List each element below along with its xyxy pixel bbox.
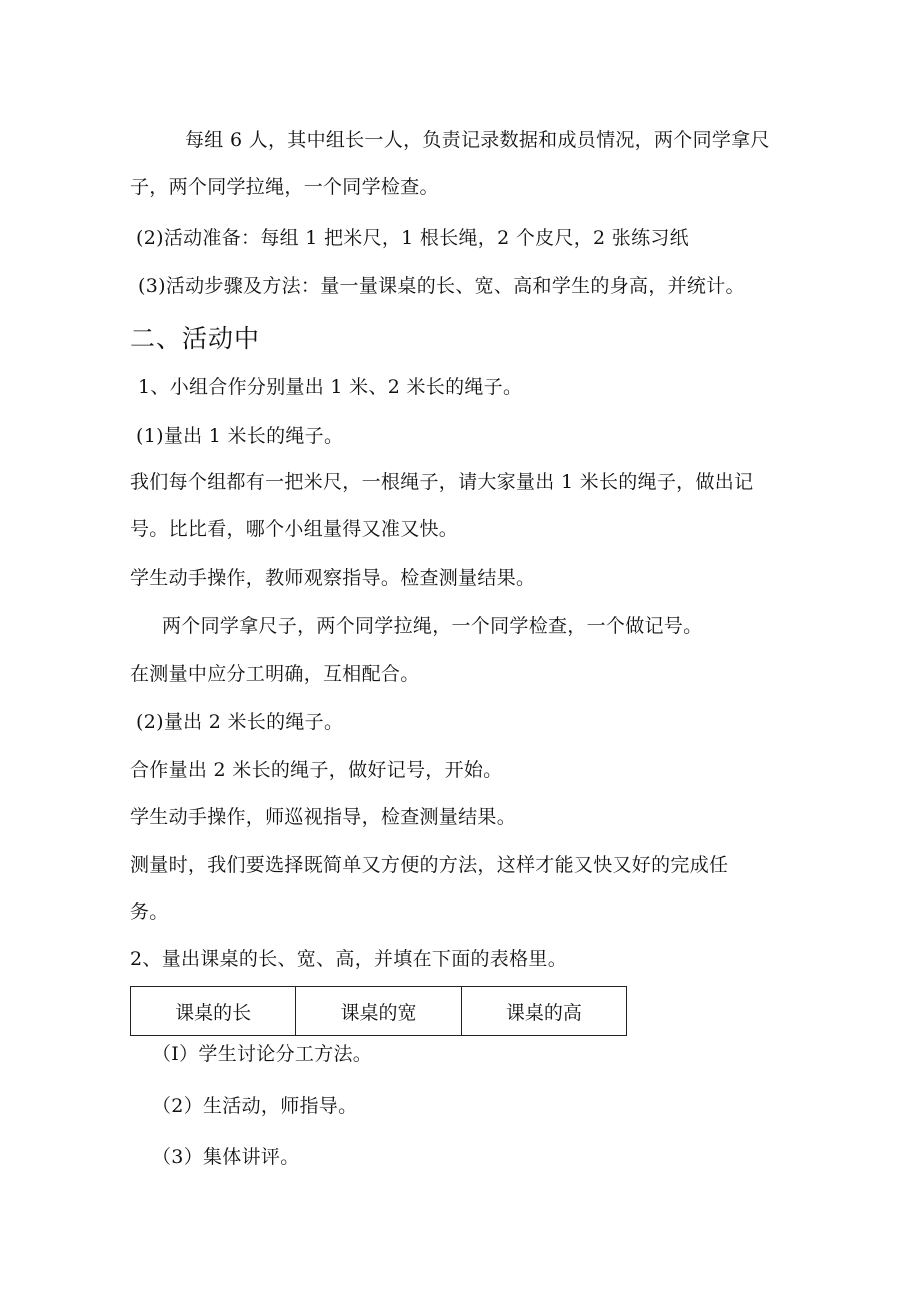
task-1-title: 1、小组合作分别量出 1 米、2 米长的绳子。 <box>138 376 523 398</box>
desk-measurement-table <box>130 986 627 1036</box>
student-operation-note: 学生动手操作，教师观察指导。检查测量结果。 <box>130 567 536 589</box>
review-step: （3）集体讲评。 <box>152 1146 300 1168</box>
discussion-step: （I）学生讨论分工方法。 <box>152 1043 373 1065</box>
method-summary-cont: 务。 <box>130 901 169 923</box>
instruction-paragraph: 我们每个组都有一把米尺，一根绳子，请大家量出 1 米长的绳子，做出记 <box>130 471 754 493</box>
paragraph-group-roles-cont: 子，两个同学拉绳，一个同学检查。 <box>130 176 439 198</box>
cooperate-measure-note: 合作量出 2 米长的绳子，做好记号，开始。 <box>130 759 503 781</box>
step-2-measure-2m: (2)量出 2 米长的绳子。 <box>136 711 344 733</box>
instruction-paragraph-cont: 号。比比看，哪个小组量得又准又快。 <box>130 518 459 540</box>
teacher-guidance-note: 学生动手操作，师巡视指导，检查测量结果。 <box>130 806 517 828</box>
task-2-title: 2、量出课桌的长、宽、高，并填在下面的表格里。 <box>130 948 567 970</box>
method-summary: 测量时，我们要选择既简单又方便的方法，这样才能又快又好的完成任 <box>130 854 729 876</box>
table-header-height: 课桌的高 <box>461 987 626 1036</box>
table-header-length: 课桌的长 <box>131 987 296 1036</box>
table-row <box>131 987 627 1036</box>
activity-step: （2）生活动，师指导。 <box>152 1095 358 1117</box>
role-division-note: 两个同学拿尺子，两个同学拉绳，一个同学检查，一个做记号。 <box>162 615 703 637</box>
paragraph-group-roles: 每组 6 人，其中组长一人，负责记录数据和成员情况，两个同学拿尺 <box>185 129 770 151</box>
cooperation-note: 在测量中应分工明确，互相配合。 <box>130 663 420 685</box>
step-1-measure-1m: (1)量出 1 米长的绳子。 <box>136 425 344 447</box>
activity-preparation: (2)活动准备：每组 1 把米尺，1 根长绳，2 个皮尺，2 张练习纸 <box>136 227 689 249</box>
activity-steps: (3)活动步骤及方法：量一量课桌的长、宽、高和学生的身高，并统计。 <box>138 275 745 297</box>
section-heading-during-activity: 二、活动中 <box>130 324 261 353</box>
table-header-width: 课桌的宽 <box>296 987 461 1036</box>
